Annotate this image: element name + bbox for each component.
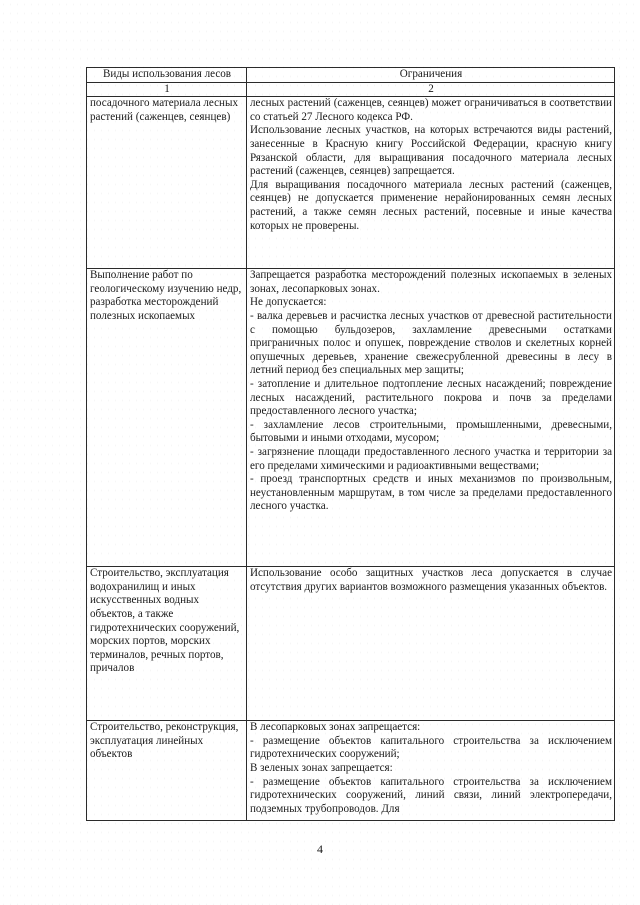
activity-cell: Строительство, эксплуатация водохранилищ и иных искусственных водных объектов, а также гидротехнических сооружений, морских портов, морских терминалов, речных портов, причалов: [87, 567, 247, 721]
activity-cell: посадочного материала лесных растений (саженцев, сеянцев): [87, 97, 247, 269]
restriction-cell: [247, 97, 615, 269]
table-row: [87, 97, 615, 269]
restriction-paragraph: - размещение объектов капитального строительства за исключением гидротехнических сооружений, линий связи, линий электропередачи, подземных трубопроводов. Для: [250, 775, 612, 815]
table-column-numbers-row: [87, 82, 615, 97]
restriction-paragraph: В лесопарковых зонах запрещается:: [250, 721, 421, 734]
restriction-cell: [247, 567, 615, 721]
header-activity: Виды использования лесов: [87, 68, 247, 83]
table-row: [87, 269, 615, 567]
restriction-paragraph: лесных растений (саженцев, сеянцев) может ограничиваться в соответствии со статьей 27 Лесного кодекса РФ.: [250, 97, 612, 123]
table-header-row: [87, 68, 615, 83]
restriction-paragraph: В зеленых зонах запрещается:: [250, 761, 393, 774]
restriction-paragraph: Использование особо защитных участков леса допускается в случае отсутствия других вариантов возможного размещения указанных объектов.: [250, 567, 612, 593]
restriction-cell: [247, 721, 615, 821]
restriction-paragraph: - загрязнение площади предоставленного лесного участка и территории за его пределами химическими и радиоактивными веществами;: [250, 445, 612, 472]
table-row: [87, 721, 615, 821]
restriction-paragraph: Запрещается разработка месторождений полезных ископаемых в зеленых зонах, лесопарковых зонах.: [250, 269, 612, 295]
table-row: [87, 567, 615, 721]
header-restrictions: Ограничения: [247, 68, 615, 83]
restriction-paragraph: - размещение объектов капитального строительства за исключением гидротехнических сооружений;: [250, 734, 612, 761]
page-number: 4: [317, 842, 323, 856]
activity-cell: Строительство, реконструкция, эксплуатация линейных объектов: [87, 721, 247, 821]
restriction-paragraph: - валка деревьев и расчистка лесных участков от древесной растительности с помощью бульдозеров, захламление древесными остатками приграничных полос и опушек, повреждение стволов и скелетных корней опушечных деревьев, хранение свежесрубленной древесины в лесу в летний период без специальных мер защиты;: [250, 309, 612, 377]
restriction-paragraph: - проезд транспортных средств и иных механизмов по произвольным, неустановленным маршрутам, в том числе за пределами предоставленного лесного участка.: [250, 473, 612, 513]
restriction-paragraph: - захламление лесов строительными, промышленными, древесными, бытовыми и иными отходами, мусором;: [250, 418, 612, 445]
restriction-paragraph: Не допускается:: [250, 296, 327, 309]
column-number-1: 1: [87, 82, 247, 97]
column-number-2: 2: [247, 82, 615, 97]
restriction-paragraph: Для выращивания посадочного материала лесных растений (саженцев, сеянцев) не допускается применение нерайонированных семян лесных растений, а также семян лесных растений, посевные и иные качества которых не проверены.: [250, 178, 612, 232]
restriction-paragraph: - затопление и длительное подтопление лесных насаждений; повреждение лесных насаждений, растительного покрова и почв за пределами предоставленного лесного участка;: [250, 377, 612, 418]
restriction-cell: [247, 269, 615, 567]
restrictions-table: [86, 67, 615, 821]
activity-cell: Выполнение работ по геологическому изучению недр, разработка месторождений полезных ископаемых: [87, 269, 247, 567]
restriction-paragraph: Использование лесных участков, на которых встречаются виды растений, занесенные в Красную книгу Российской Федерации, красную книгу Рязанской области, для выращивания посадочного материала лесных растений (саженцев, сеянцев) запрещается.: [250, 124, 612, 178]
